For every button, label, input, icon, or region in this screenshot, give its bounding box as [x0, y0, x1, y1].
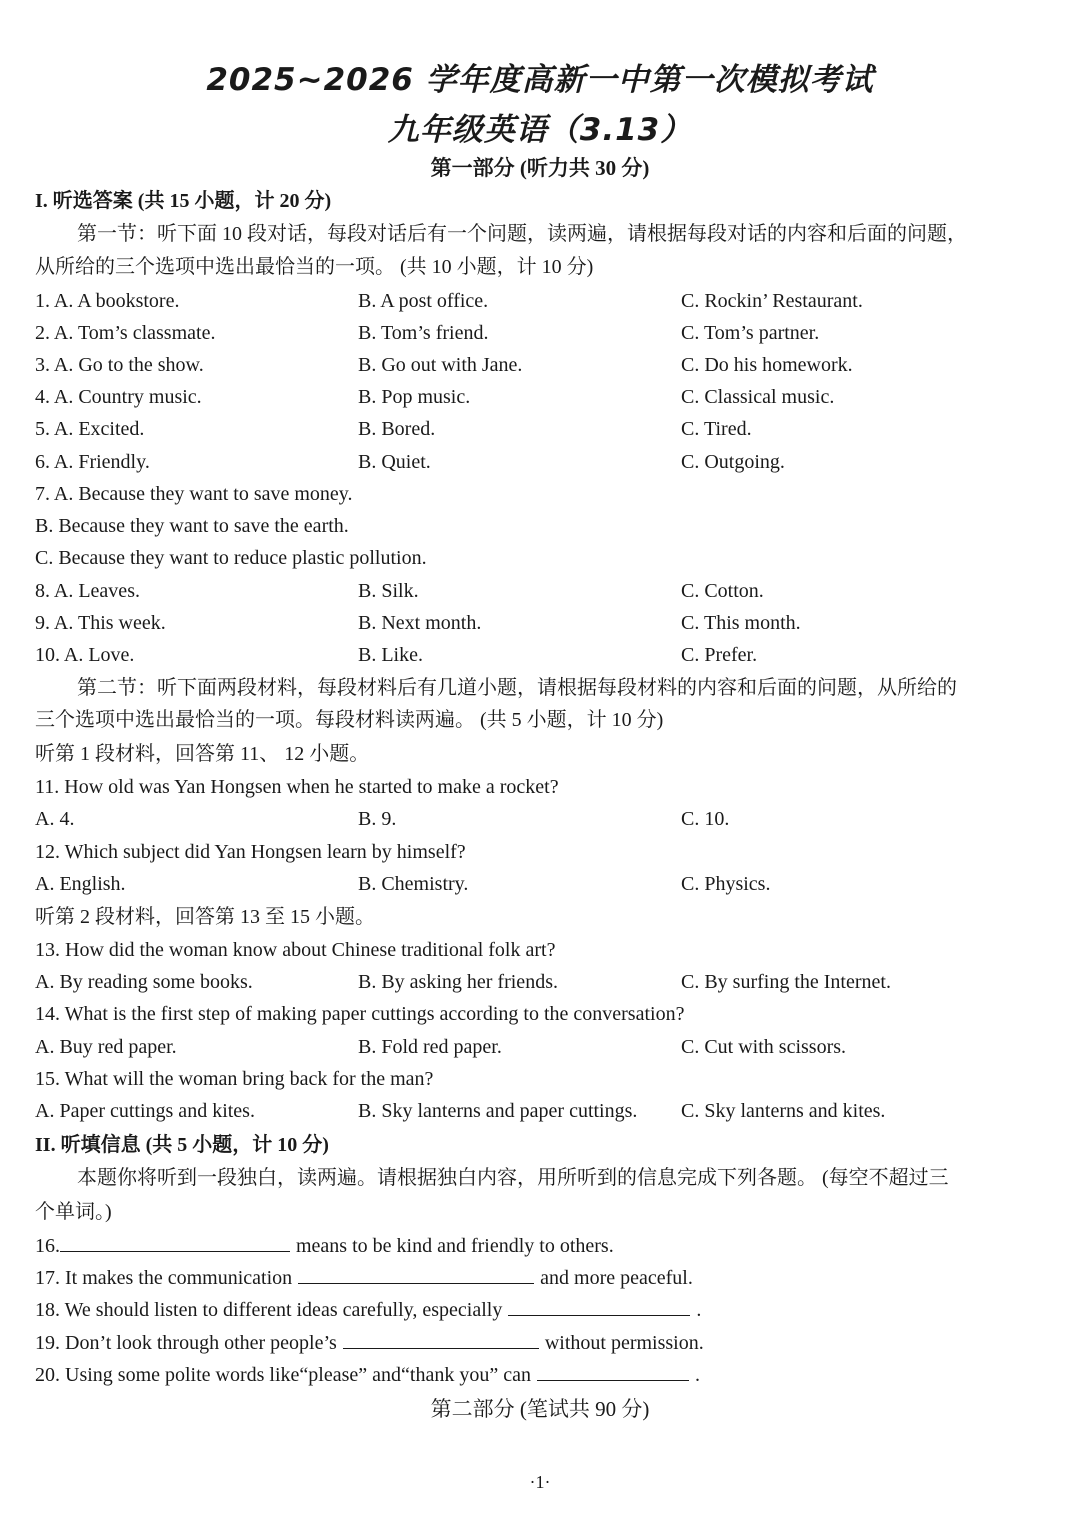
- option-b: B. Chemistry.: [358, 873, 469, 895]
- material1-label: 听第 1 段材料，回答第 11、 12 小题。: [35, 743, 370, 765]
- option-c: C. Cut with scissors.: [681, 1036, 847, 1058]
- option-a: 1. A. A bookstore.: [35, 290, 180, 312]
- section1-instruction: 第一节：听下面 10 段对话，每段对话后有一个问题，读两遍，请根据每段对话的内容和后面的问题，: [77, 223, 967, 245]
- question-row: [35, 415, 1045, 443]
- q7-option-b: B. Because they want to save the earth.: [35, 515, 349, 537]
- question-row: [35, 805, 1045, 833]
- option-a: A. English.: [35, 873, 126, 895]
- section1-heading: I. 听选答案 (共 15 小题，计 20 分): [35, 190, 332, 212]
- option-a: 10. A. Love.: [35, 644, 135, 666]
- exam-subtitle: 九年级英语（3.13）: [387, 112, 693, 148]
- option-a: 3. A. Go to the show.: [35, 354, 204, 376]
- question-row: [35, 968, 1045, 996]
- option-b: B. Tom’s friend.: [358, 322, 489, 344]
- option-a: 4. A. Country music.: [35, 386, 202, 408]
- question-row: [35, 609, 1045, 637]
- q18-prefix: 18. We should listen to different ideas carefully, especially: [35, 1299, 503, 1321]
- option-c: C. Classical music.: [681, 386, 835, 408]
- answer-blank[interactable]: [60, 1231, 290, 1252]
- section2-instruction: 第二节：听下面两段材料，每段材料后有几道小题，请根据每段材料的内容和后面的问题，从所给的: [77, 677, 957, 699]
- question-row: [35, 1097, 1045, 1125]
- answer-blank[interactable]: [343, 1328, 539, 1349]
- answer-blank[interactable]: [508, 1295, 690, 1316]
- question-row: [35, 383, 1045, 411]
- question-row: [35, 577, 1045, 605]
- q20-suffix: .: [694, 1364, 700, 1386]
- option-b: B. A post office.: [358, 290, 489, 312]
- section-ii-heading: II. 听填信息 (共 5 小题，计 10 分): [35, 1134, 329, 1156]
- fill-q18: [35, 1295, 701, 1324]
- q11-stem: 11. How old was Yan Hongsen when he started to make a rocket?: [35, 776, 559, 798]
- question-row: [35, 287, 1045, 315]
- option-c: C. 10.: [681, 808, 730, 830]
- material2-label: 听第 2 段材料，回答第 13 至 15 小题。: [35, 906, 375, 928]
- answer-blank[interactable]: [298, 1263, 534, 1284]
- q13-stem: 13. How did the woman know about Chinese traditional folk art?: [35, 939, 556, 961]
- option-c: C. Prefer.: [681, 644, 758, 666]
- option-c: C. Tom’s partner.: [681, 322, 820, 344]
- option-c: C. Rockin’ Restaurant.: [681, 290, 863, 312]
- option-a: A. 4.: [35, 808, 75, 830]
- option-c: C. Physics.: [681, 873, 771, 895]
- question-row: [35, 448, 1045, 476]
- section2-instruction-cont: 三个选项中选出最恰当的一项。每段材料读两遍。 (共 5 小题，计 10 分): [35, 709, 664, 731]
- option-a: 9. A. This week.: [35, 612, 166, 634]
- fill-q19: [35, 1328, 704, 1357]
- page-number: ·1·: [529, 1472, 551, 1492]
- option-c: C. Do his homework.: [681, 354, 853, 376]
- q7-option-a: 7. A. Because they want to save money.: [35, 483, 353, 505]
- q15-stem: 15. What will the woman bring back for the man?: [35, 1068, 434, 1090]
- option-b: B. By asking her friends.: [358, 971, 558, 993]
- option-a: 8. A. Leaves.: [35, 580, 140, 602]
- option-b: B. Fold red paper.: [358, 1036, 502, 1058]
- option-a: 2. A. Tom’s classmate.: [35, 322, 216, 344]
- option-c: C. Outgoing.: [681, 451, 785, 473]
- option-b: B. Silk.: [358, 580, 419, 602]
- question-row: [35, 351, 1045, 379]
- option-b: B. Like.: [358, 644, 423, 666]
- question-row: [35, 1033, 1045, 1061]
- option-a: A. Paper cuttings and kites.: [35, 1100, 255, 1122]
- q18-suffix: .: [696, 1299, 702, 1321]
- option-b: B. Pop music.: [358, 386, 471, 408]
- option-b: B. Quiet.: [358, 451, 431, 473]
- q12-stem: 12. Which subject did Yan Hongsen learn by himself?: [35, 841, 466, 863]
- option-c: C. Cotton.: [681, 580, 764, 602]
- question-row: [35, 319, 1045, 347]
- section-ii-instruction-cont: 个单词。): [35, 1201, 112, 1223]
- option-a: 6. A. Friendly.: [35, 451, 150, 473]
- option-a: A. Buy red paper.: [35, 1036, 177, 1058]
- answer-blank[interactable]: [537, 1360, 689, 1381]
- fill-q17: [35, 1263, 693, 1292]
- question-row: [35, 641, 1045, 669]
- q20-prefix: 20. Using some polite words like“please” and“thank you” can: [35, 1364, 531, 1386]
- question-row: [35, 870, 1045, 898]
- option-c: C. This month.: [681, 612, 801, 634]
- option-a: A. By reading some books.: [35, 971, 253, 993]
- q16-suffix: means to be kind and friendly to others.: [296, 1235, 614, 1257]
- part2-title: 第二部分 (笔试共 90 分): [430, 1397, 650, 1421]
- option-b: B. Go out with Jane.: [358, 354, 523, 376]
- option-b: B. Next month.: [358, 612, 482, 634]
- section-ii-instruction: 本题你将听到一段独白，读两遍。请根据独白内容，用所听到的信息完成下列各题。 (每空不超过三: [77, 1167, 949, 1189]
- q17-suffix: and more peaceful.: [540, 1267, 693, 1289]
- exam-title: 2025~2026 学年度高新一中第一次模拟考试: [206, 62, 874, 98]
- q7-option-c: C. Because they want to reduce plastic pollution.: [35, 547, 427, 569]
- option-c: C. By surfing the Internet.: [681, 971, 891, 993]
- fill-q20: [35, 1360, 700, 1389]
- section1-instruction-cont: 从所给的三个选项中选出最恰当的一项。 (共 10 小题，计 10 分): [35, 256, 594, 278]
- q19-suffix: without permission.: [544, 1332, 704, 1354]
- option-b: B. Bored.: [358, 418, 436, 440]
- q16-prefix: 16.: [35, 1235, 60, 1257]
- part1-title: 第一部分 (听力共 30 分): [430, 156, 650, 180]
- fill-q16: [35, 1231, 614, 1260]
- option-b: B. 9.: [358, 808, 397, 830]
- option-b: B. Sky lanterns and paper cuttings.: [358, 1100, 638, 1122]
- option-c: C. Sky lanterns and kites.: [681, 1100, 886, 1122]
- q14-stem: 14. What is the first step of making paper cuttings according to the conversation?: [35, 1003, 685, 1025]
- option-c: C. Tired.: [681, 418, 752, 440]
- q19-prefix: 19. Don’t look through other people’s: [35, 1332, 337, 1354]
- q17-prefix: 17. It makes the communication: [35, 1267, 293, 1289]
- option-a: 5. A. Excited.: [35, 418, 145, 440]
